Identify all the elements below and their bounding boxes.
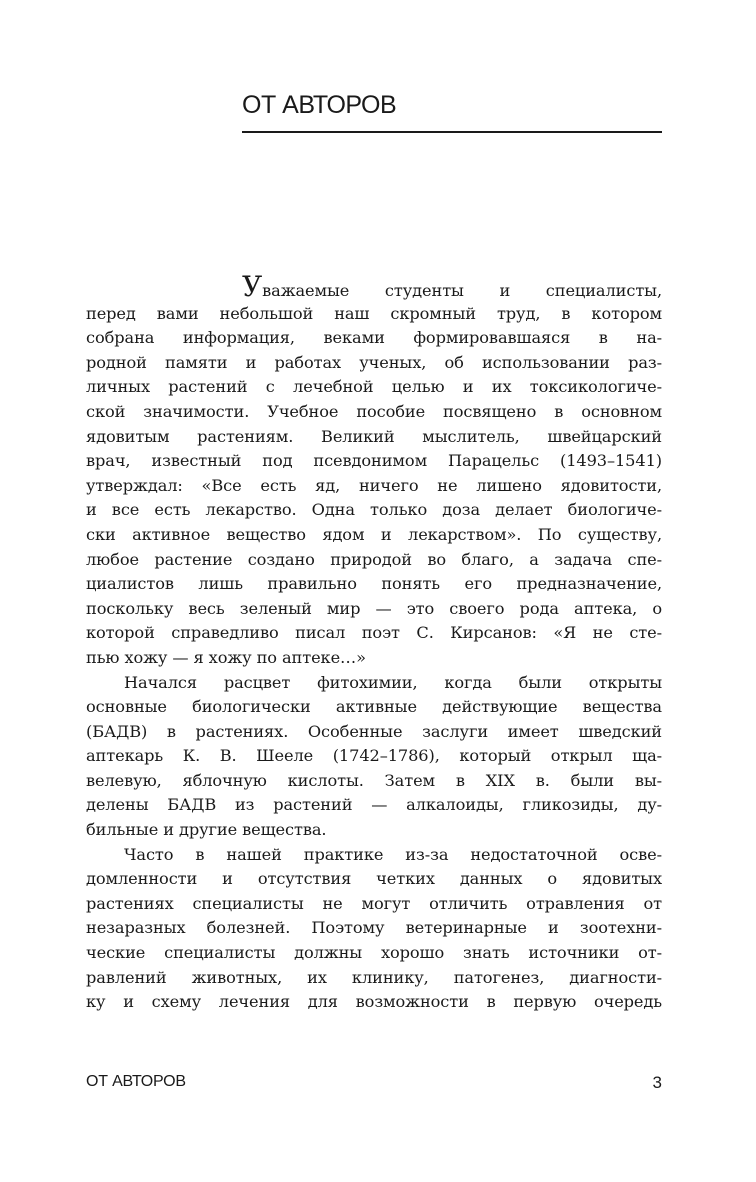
text-line: незаразных болезней. Поэтому ветеринарные и зоотехни- [86, 918, 662, 938]
text-line: равлений животных, их клинику, патогенез, диагности- [86, 967, 662, 987]
paragraph [86, 270, 662, 671]
text-line: ку и схему лечения для возможности в первую очередь [86, 992, 662, 1012]
body-text [86, 270, 662, 1015]
page-number: 3 [652, 1073, 662, 1092]
chapter-title: ОТ АВТОРОВ [242, 91, 397, 119]
text-line: которой справедливо писал поэт С. Кирсанов: «Я не сте- [86, 623, 662, 643]
text-line: ядовитым растениям. Великий мыслитель, швейцарский [86, 426, 662, 446]
running-footer-title: ОТ АВТОРОВ [86, 1073, 186, 1090]
text-line: собрана информация, веками формировавшаяся в на- [86, 328, 662, 348]
text-line: Начался расцвет фитохимии, когда были открыты [124, 672, 662, 692]
text-line: ческие специалисты должны хорошо знать источники от- [86, 943, 662, 963]
text-line: бильные и другие вещества. [86, 820, 327, 840]
text-line: личных растений с лечебной целью и их токсикологиче- [86, 377, 662, 397]
text-line: Уважаемые студенты и специалисты, [242, 270, 662, 303]
text-line: ской значимости. Учебное пособие посвящено в основном [86, 401, 662, 421]
paragraph [86, 843, 662, 1015]
text-line: аптекарь К. В. Шееле (1742–1786), который открыл ща- [86, 746, 662, 766]
text-line: основные биологически активные действующие вещества [86, 697, 662, 717]
text-line: родной памяти и работах ученых, об использовании раз- [86, 352, 662, 372]
text-line: делены БАДВ из растений — алкалоиды, гликозиды, ду- [86, 795, 662, 815]
text-line: ски активное вещество ядом и лекарством». По существу, [86, 524, 662, 544]
text-line: домленности и отсутствия четких данных о ядовитых [86, 869, 662, 889]
text-line: (БАДВ) в растениях. Особенные заслуги имеет шведский [86, 721, 662, 741]
text-line: врач, известный под псевдонимом Парацельс (1493–1541) [86, 451, 662, 471]
text-line: пью хожу — я хожу по аптеке…» [86, 647, 366, 667]
text-line: любое растение создано природой во благо, а задача спе- [86, 549, 662, 569]
title-rule [242, 131, 662, 133]
text-line: и все есть лекарство. Одна только доза делает биологиче- [86, 500, 662, 520]
text-line: циалистов лишь правильно понять его предназначение, [86, 574, 662, 594]
text-line: перед вами небольшой наш скромный труд, в котором [86, 303, 662, 323]
text-line: поскольку весь зеленый мир — это своего рода аптека, о [86, 598, 662, 618]
text-line: велевую, яблочную кислоты. Затем в XIX в. были вы- [86, 770, 662, 790]
text-line: Часто в нашей практике из-за недостаточной осве- [124, 844, 662, 864]
text-line: утверждал: «Все есть яд, ничего не лишено ядовитости, [86, 475, 662, 495]
paragraph [86, 671, 662, 843]
dropcap: У [242, 270, 263, 303]
text-line: растениях специалисты не могут отличить отравления от [86, 893, 662, 913]
